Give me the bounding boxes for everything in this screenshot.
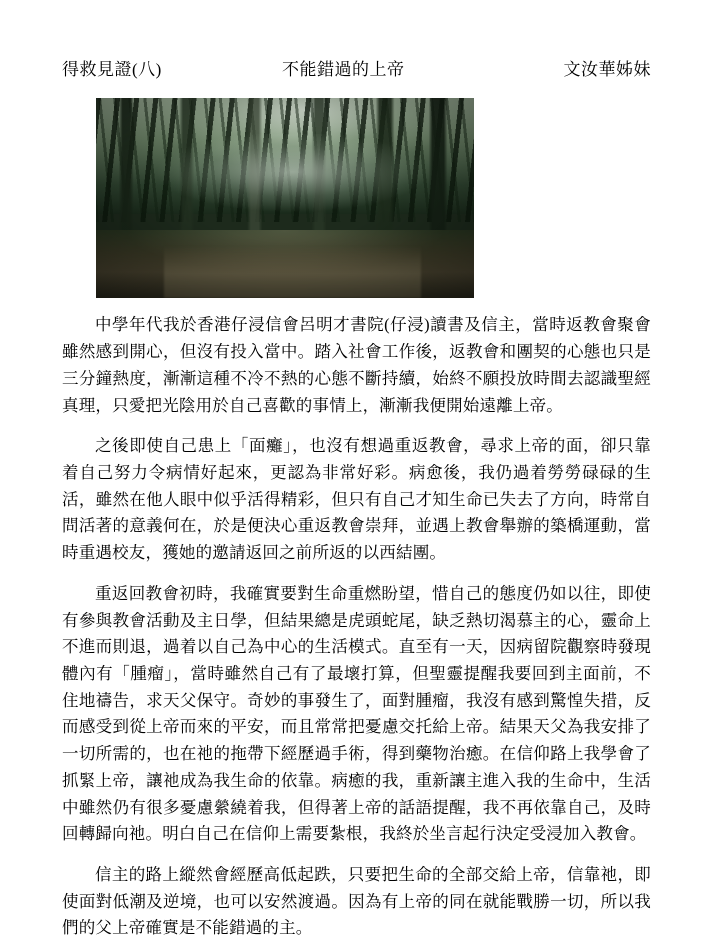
page-title: 得救見證(八) <box>62 60 162 79</box>
photo-vignette-layer <box>96 98 474 298</box>
paragraph: 之後即使自己患上「面癱」，也沒有想過重返教會，尋求上帝的面，卻只靠着自己努力令病情好起來，更認為非常好彩。病愈後，我仍過着勞勞碌碌的生活，雖然在他人眼中似乎活得精彩，但只有自己才知生命已失去了方向，時常自問活著的意義何在，於是便決心重返教會崇拜，並遇上教會舉辦的築橋運動，當時重遇校友，獲她的邀請返回之前所返的以西結團。 <box>62 436 651 563</box>
paragraph: 中學年代我於香港仔浸信會呂明才書院(仔浸)讀書及信主，當時返教會聚會雖然感到開心，但沒有投入當中。踏入社會工作後，返教會和團契的心態也只是三分鐘熱度，漸漸這種不冷不熱的心態不斷持續，始終不願投放時間去認識聖經真理，只愛把光陰用於自己喜歡的事情上，漸漸我便開始遠離上帝。 <box>62 315 651 415</box>
article-body <box>62 312 651 942</box>
document-header <box>62 60 651 80</box>
article-subtitle: 不能錯過的上帝 <box>282 60 405 79</box>
article-author: 文汝華姊妹 <box>563 60 651 79</box>
paragraph: 重返回教會初時，我確實要對生命重燃盼望，惜自己的態度仍如以往，即使有參與教會活動及主日學，但結果總是虎頭蛇尾，缺乏熱切渴慕主的心，靈命上不進而則退，過着以自己為中心的生活模式。直至有一天，因病留院觀察時發現體內有「腫瘤」，當時雖然自己有了最壞打算，但聖靈提醒我要回到主面前，不住地禱告，求天父保守。奇妙的事發生了，面對腫瘤，我沒有感到驚惶失措，反而感受到從上帝而來的平安，而且常常把憂慮交托給上帝。結果天父為我安排了一切所需的，也在祂的拖帶下經歷過手術，得到藥物治癒。在信仰路上我學會了抓緊上帝，讓祂成為我生命的依靠。病癒的我，重新讓主進入我的生命中，生活中雖然仍有很多憂慮縈繞着我，但得著上帝的話語提醒，我不再依靠自己，及時回轉歸向祂。明白自己在信仰上需要紮根，我終於坐言起行決定受浸加入教會。 <box>62 583 651 844</box>
paragraph: 信主的路上縱然會經歷高低起跌，只要把生命的全部交給上帝，信靠祂，即使面對低潮及逆境，也可以安然渡過。因為有上帝的同在就能戰勝一切，所以我們的父上帝確實是不能錯過的主。 <box>62 865 651 938</box>
forest-photo <box>96 98 474 298</box>
